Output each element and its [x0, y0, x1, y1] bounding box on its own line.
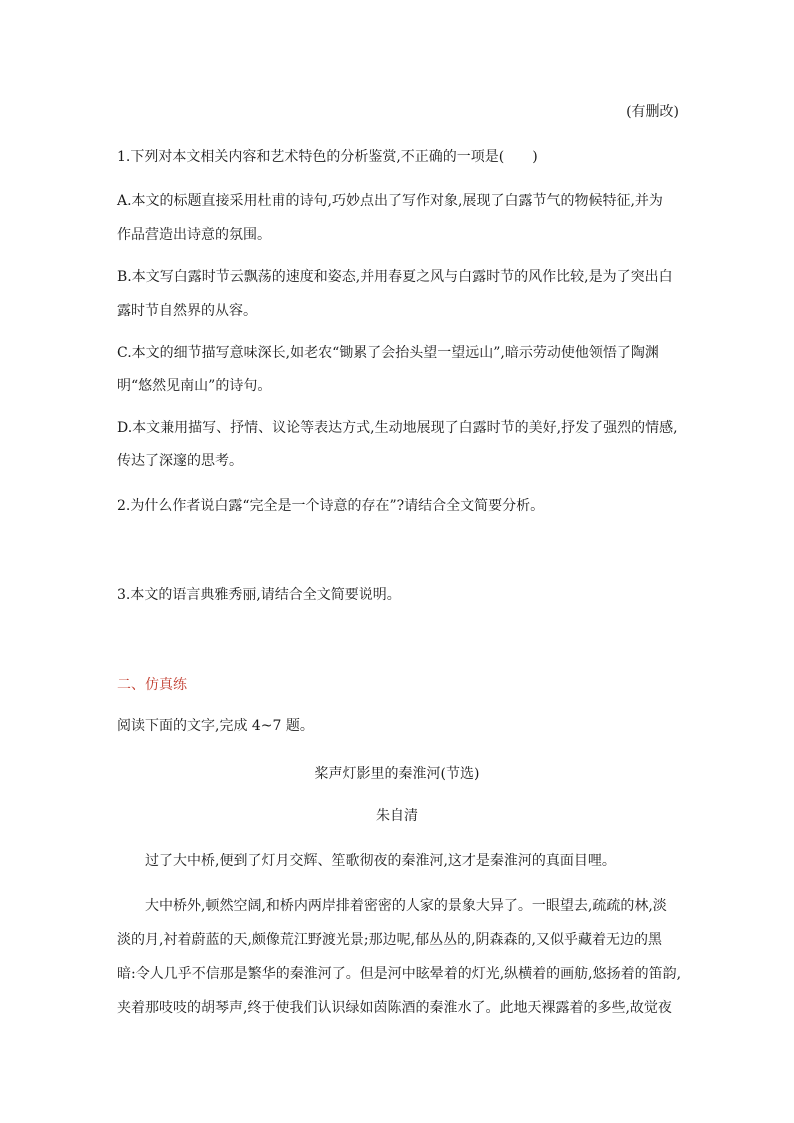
source-note: (有删改): [626, 104, 679, 120]
passage-paragraph-2-line-1: 大中桥外,顿然空阔,和桥内两岸排着密密的人家的景象大异了。一眼望去,疏疏的林,淡: [145, 898, 667, 914]
option-d-line-1: D.本文兼用描写、抒情、议论等表达方式,生动地展现了白露时节的美好,抒发了强烈的情感,: [117, 420, 678, 436]
option-b-line-1: B.本文写白露时节云飘荡的速度和姿态,并用春夏之风与白露时节的风作比较,是为了突出白: [117, 269, 673, 285]
option-c-line-1: C.本文的细节描写意味深长,如老农“锄累了会抬头望一望远山”,暗示劳动使他领悟了陶渊: [117, 345, 659, 361]
question-1-stem: 1.下列对本文相关内容和艺术特色的分析鉴赏,不正确的一项是( ): [117, 149, 538, 165]
passage-author: 朱自清: [376, 808, 418, 824]
section-heading: 二、仿真练: [117, 677, 187, 693]
passage-paragraph-2-line-3: 暗:令人几乎不信那是繁华的秦淮河了。但是河中眩晕着的灯光,纵横着的画舫,悠扬着的笛韵,: [117, 966, 682, 982]
passage-paragraph-2-line-4: 夹着那吱吱的胡琴声,终于使我们认识绿如茵陈酒的秦淮水了。此地天裸露着的多些,故觉夜: [117, 1000, 672, 1016]
option-a-line-1: A.本文的标题直接采用杜甫的诗句,巧妙点出了写作对象,展现了白露节气的物候特征,并为: [117, 193, 663, 209]
option-b-line-2: 露时节自然界的从容。: [117, 303, 257, 319]
instruction-text: 阅读下面的文字,完成 4~7 题。: [117, 718, 314, 734]
question-3: 3.本文的语言典雅秀丽,请结合全文简要说明。: [117, 587, 401, 603]
passage-title: 桨声灯影里的秦淮河(节选): [314, 766, 480, 782]
option-a-line-2: 作品营造出诗意的氛围。: [117, 227, 271, 243]
passage-paragraph-2-line-2: 淡的月,衬着蔚蓝的天,颇像荒江野渡光景;那边呢,郁丛丛的,阴森森的,又似乎藏着无边的黑: [117, 932, 662, 948]
question-2: 2.为什么作者说白露“完全是一个诗意的存在”?请结合全文简要分析。: [117, 498, 545, 514]
passage-paragraph-1: 过了大中桥,便到了灯月交辉、笙歌彻夜的秦淮河,这才是秦淮河的真面目哩。: [145, 853, 616, 869]
option-d-line-2: 传达了深邃的思考。: [117, 453, 243, 469]
option-c-line-2: 明“悠然见南山”的诗句。: [117, 378, 272, 394]
